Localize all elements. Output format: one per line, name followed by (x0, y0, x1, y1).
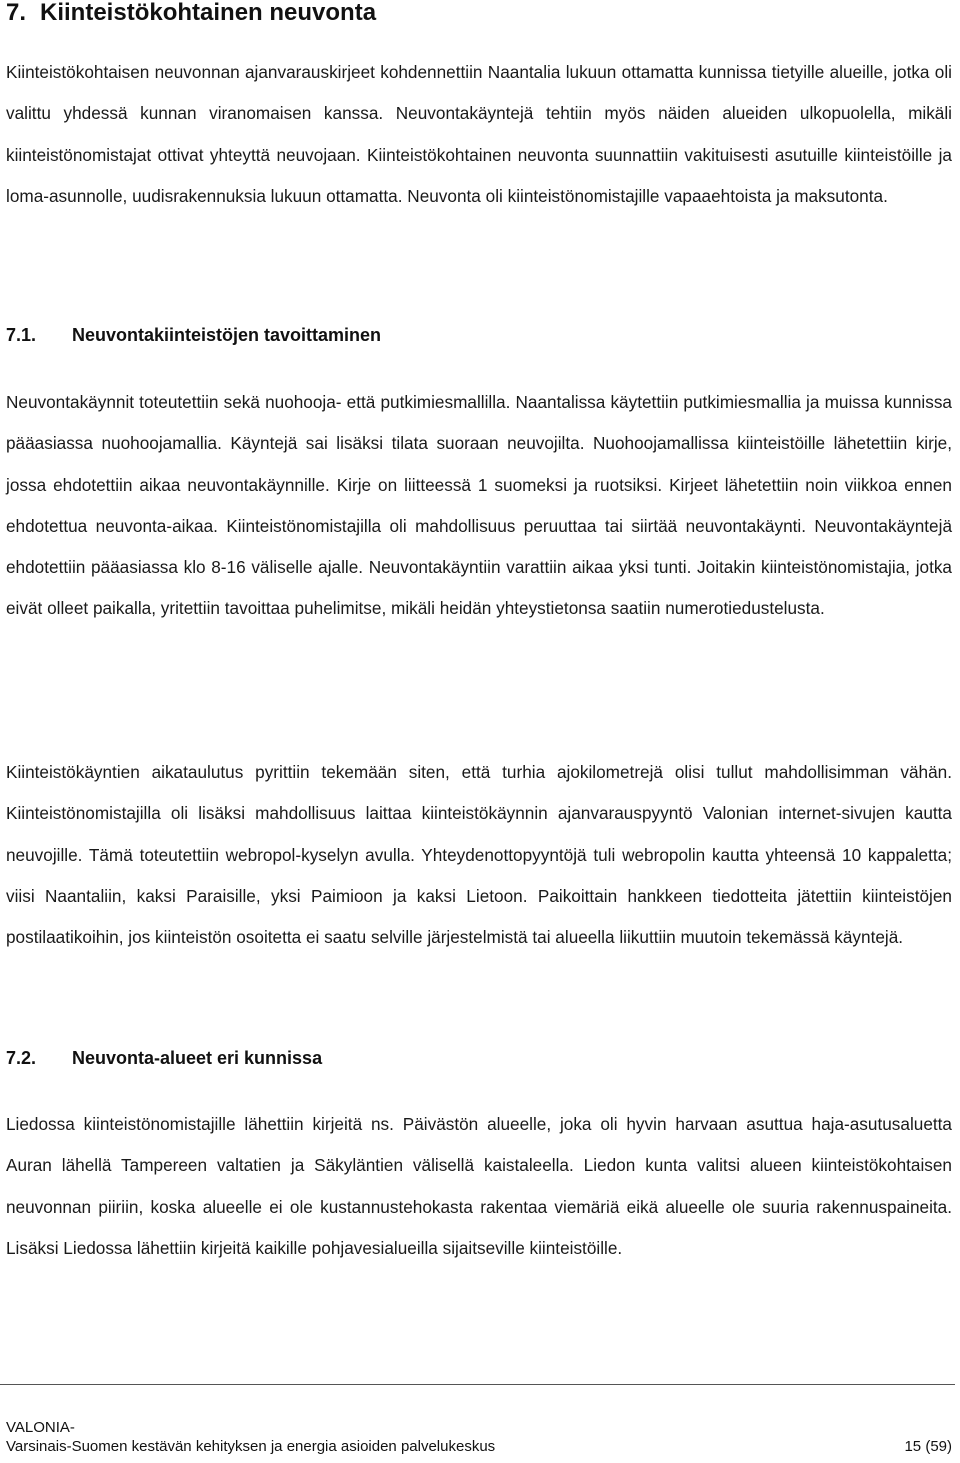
section-7-1-paragraph-1: Neuvontakäynnit toteutettiin sekä nuohooja- että putkimiesmallilla. Naantalissa käytettiin putkimiesmallia ja muissa kunnissa pääasiassa nuohoojamallia. Käyntejä sai lisäksi tilata suoraan neuvojilta. Nuohoojamallissa kiinteistöille lähetettiin kirje, jossa ehdotettiin aikaa neuvontakäynnille. Kirje on liitteessä 1 suomeksi ja ruotsiksi. Kirjeet lähetettiin noin viikkoa ennen ehdotettua neuvonta-aikaa. Kiinteistönomistajilla oli mahdollisuus peruuttaa tai siirtää neuvontakäynti. Neuvontakäyntejä ehdotettiin pääasiassa klo 8-16 väliselle ajalle. Neuvontakäyntiin varattiin aikaa yksi tunti. Joitakin kiinteistönomistajia, jotka eivät olleet paikalla, yritettiin tavoittaa puhelimitse, mikäli heidän yhteystietonsa saatiin numerotiedustelusta. (6, 392, 952, 619)
intro-paragraph: Kiinteistökohtaisen neuvonnan ajanvarauskirjeet kohdennettiin Naantalia lukuun ottamatta kunnissa tietyille alueille, jotka oli valittu yhdessä kunnan viranomaisen kanssa. Neuvontakäyntejä tehtiin myös näiden alueiden ulkopuolella, mikäli kiinteistönomistajat ottivat yhteyttä neuvojaan. Kiinteistökohtainen neuvonta suunnattiin vakituisesti asutuille kiinteistöille ja loma-asunnolle, uudisrakennuksia lukuun ottamatta. Neuvonta oli kiinteistönomistajille vapaaehtoista ja maksutonta. (6, 62, 952, 206)
section-7-1-heading (6, 323, 381, 347)
section-7-2-heading (6, 1046, 322, 1070)
section-7-1-number: 7.1. (6, 325, 37, 345)
footer-row (6, 1437, 952, 1456)
section-7-2-number: 7.2. (6, 1048, 37, 1068)
page-footer (6, 1418, 952, 1456)
section-7-1-title: Neuvontakiinteistöjen tavoittaminen (72, 325, 382, 345)
footer-org-line-2: Varsinais-Suomen kestävän kehityksen ja energia asioiden palvelukeskus (6, 1438, 496, 1455)
footer-divider (0, 1384, 955, 1385)
chapter-number: 7. (6, 0, 27, 26)
footer-org-line-1: VALONIA- (6, 1419, 75, 1436)
section-7-2-paragraph-1: Liedossa kiinteistönomistajille lähettiin kirjeitä ns. Päivästön alueelle, joka oli hyvin harvaan asuttua haja-asutusaluetta Auran lähellä Tampereen valtatien ja Säkyläntien välisellä kaistaleella. Liedon kunta valitsi alueen kiinteistökohtaisen neuvonnan piiriin, koska alueelle ei ole kustannustehokasta rakentaa viemäriä eikä alueelle ole suuria rakennuspaineita. Lisäksi Liedossa lähettiin kirjeitä kaikille pohjavesialueilla sijaitseville kiinteistöille. (6, 1114, 952, 1258)
section-7-1-paragraph-2: Kiinteistökäyntien aikataulutus pyrittiin tekemään siten, että turhia ajokilometrejä olisi tullut mahdollisimman vähän. Kiinteistönomistajilla oli lisäksi mahdollisuus laittaa kiinteistökäynnin ajanvarauspyyntö Valonian internet-sivujen kautta neuvojille. Tämä toteutettiin webropol-kyselyn avulla. Yhteydenottopyyntöjä tuli webropolin kautta yhteensä 10 kappaletta; viisi Naantaliin, kaksi Paraisille, yksi Paimioon ja kaksi Lietoon. Paikoittain hankkeen tiedotteita jätettiin kiinteistöjen postilaatikoihin, jos kiinteistön osoitetta ei saatu selville järjestelmistä tai alueella liikuttiin muutoin tekemässä käyntejä. (6, 762, 952, 948)
page-number: 15 (59) (904, 1438, 952, 1455)
chapter-title: Kiinteistökohtainen neuvonta (40, 0, 377, 26)
chapter-heading (6, 0, 376, 28)
section-7-2-title: Neuvonta-alueet eri kunnissa (72, 1048, 323, 1068)
